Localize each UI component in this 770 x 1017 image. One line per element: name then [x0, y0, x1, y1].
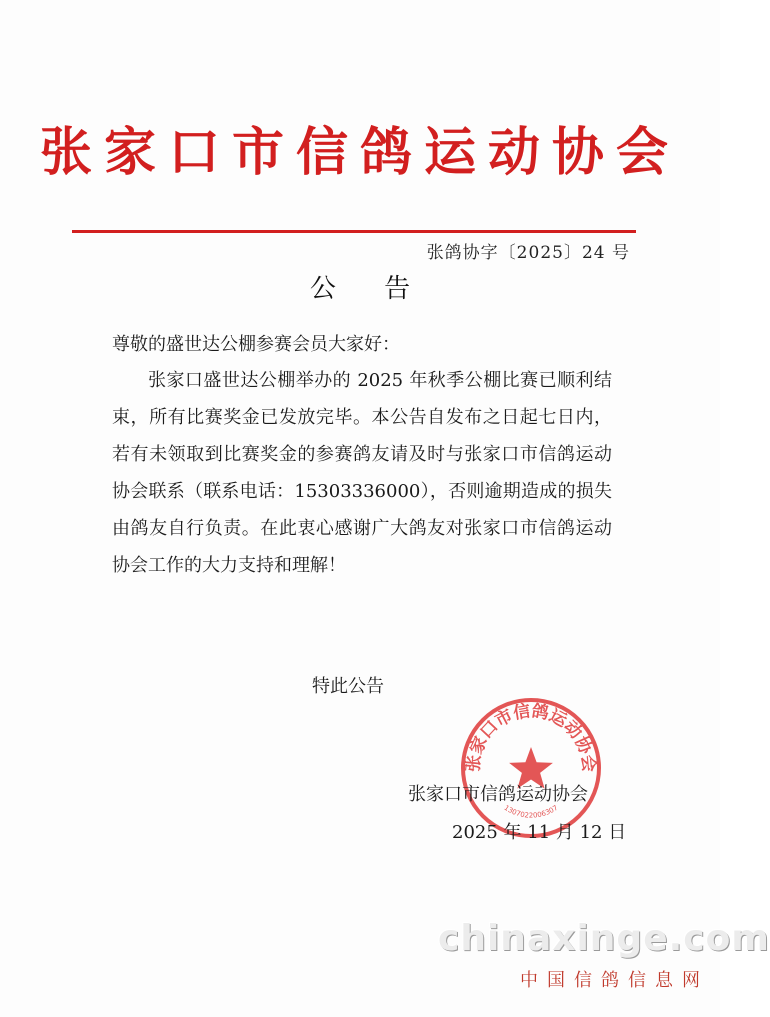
- watermark-site-cn: 中国信鸽信息网: [520, 970, 709, 991]
- header-divider: [72, 230, 636, 233]
- watermark-site: chinaxinge.com: [438, 918, 770, 959]
- seal-text: 张家口市信鸽运动协会: [463, 701, 599, 773]
- notice-body: 张家口盛世达公棚举办的 2025 年秋季公棚比赛已顺利结束，所有比赛奖金已发放完毕。本公告自发布之日起七日内，若有未领取到比赛奖金的参赛鸽友请及时与张家口市信鸽运动协会联系（联系电话：15303336000），否则逾期造成的损失由鸽友自行负责。在此衷心感谢广大鸽友对张家口市信鸽运动协会工作的大力支持和理解！: [112, 370, 612, 576]
- seal-code: 1307022006307: [502, 803, 560, 820]
- org-title: 张家口市信鸽运动协会: [39, 122, 680, 183]
- signature-date: 2025 年 11 月 12 日: [452, 822, 627, 843]
- closing-text: 特此公告: [312, 676, 384, 697]
- greeting: 尊敬的盛世达公棚参赛会员大家好：: [112, 334, 400, 355]
- signature-org: 张家口市信鸽运动协会: [408, 784, 588, 805]
- notice-title: 公 告: [309, 274, 431, 304]
- document-number: 张鸽协字〔2025〕24 号: [426, 243, 630, 263]
